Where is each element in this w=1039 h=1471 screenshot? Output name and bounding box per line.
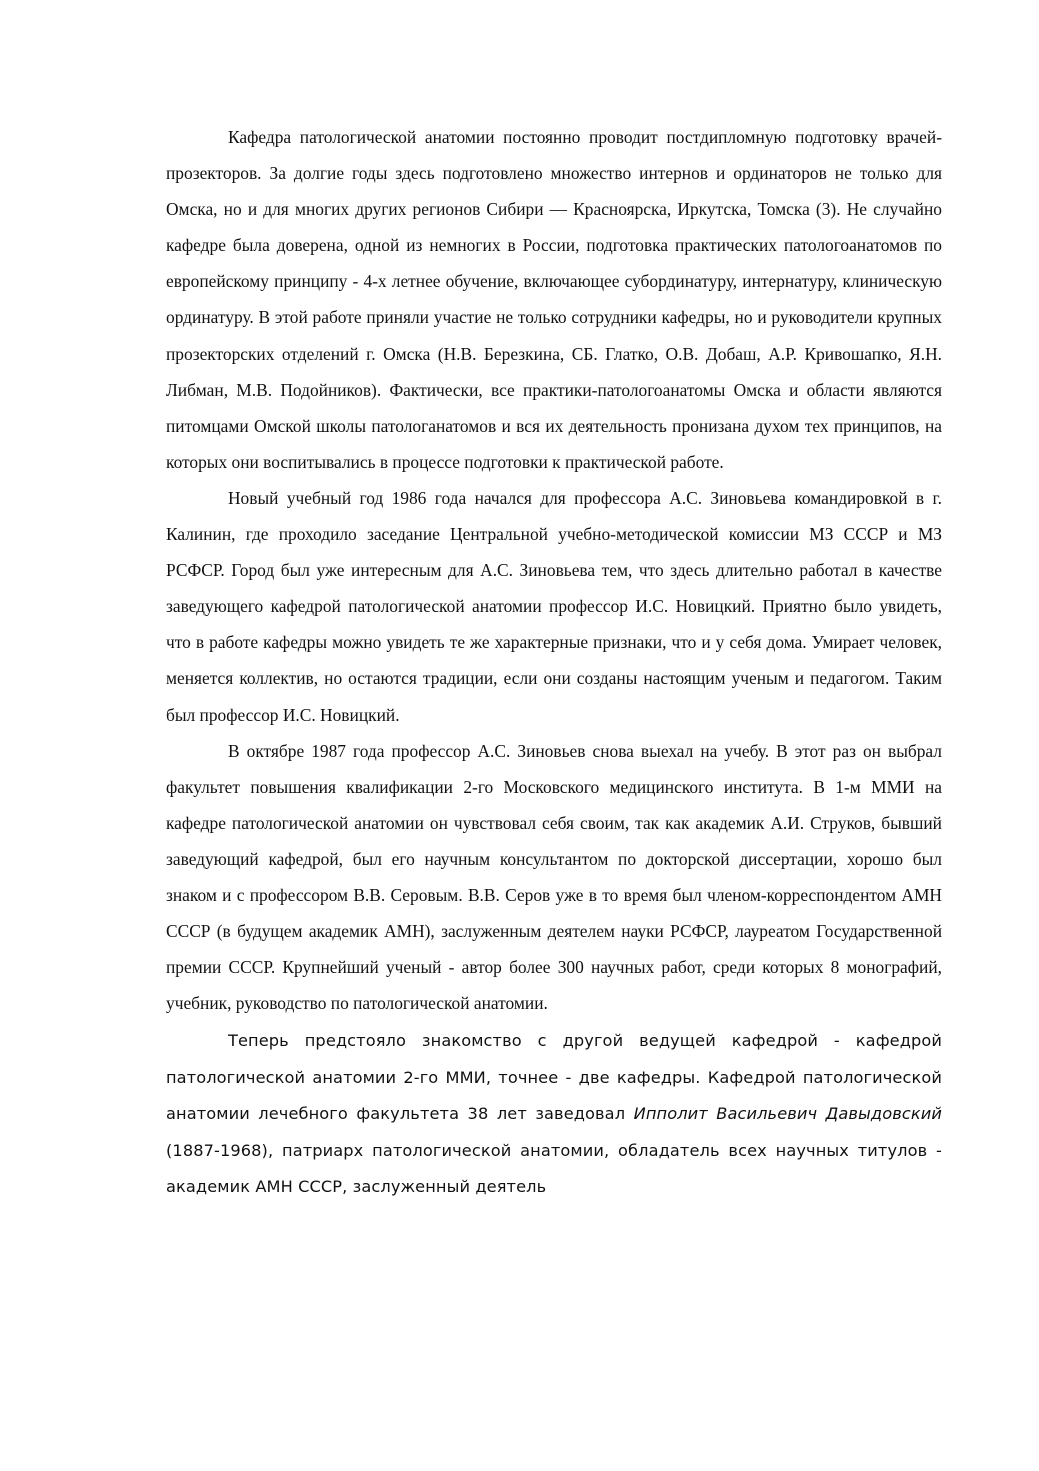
paragraph-text-before: Теперь предстояло знакомство с другой ведущей кафедрой - кафедрой патологической анатомии 2-го ММИ, точнее - две кафедры. Кафедрой патологической анатомии лечебного факультета 38 лет заведовал <box>166 1031 942 1124</box>
document-body <box>166 119 942 1205</box>
paragraph-postgraduate-training: Кафедра патологической анатомии постоянно проводит постдипломную подготовку врачей-прозекторов. За долгие годы здесь подготовлено множество интернов и ординаторов не только для Омска, но и для многих других регионов Сибири — Красноярска, Иркутска, Томска (3). Не случайно кафедре была доверена, одной из немногих в России, подготовка практических патологоанатомов по европейскому принципу - 4-х летнее обучение, включающее субординатуру, интернатуру, клиническую ординатуру. В этой работе приняли участие не только сотрудники кафедры, но и руководители крупных прозекторских отделений г. Омска (Н.В. Березкина, СБ. Глатко, О.В. Добаш, А.Р. Кривошапко, Я.Н. Либман, М.В. Подойников). Фактически, все практики-патологоанатомы Омска и области являются питомцами Омской школы патологанатомов и вся их деятельность пронизана духом тех принципов, на которых они воспитывались в процессе подготовки к практической работе. <box>166 127 942 472</box>
paragraph-second-mmi-departments <box>166 1023 942 1205</box>
paragraph-kalinin-trip: Новый учебный год 1986 года начался для профессора А.С. Зиновьева командировкой в г. Калинин, где проходило заседание Центральной учебно-методической комиссии МЗ СССР и МЗ РСФСР. Город был уже интересным для А.С. Зиновьева тем, что здесь длительно работал в качестве заведующего кафедрой патологической анатомии профессор И.С. Новицкий. Приятно было увидеть, что в работе кафедры можно увидеть те же характерные признаки, что и у себя дома. Умирает человек, меняется коллектив, но остаются традиции, если они созданы настоящим ученым и педагогом. Таким был профессор И.С. Новицкий. <box>166 487 942 725</box>
person-name-davydovsky: Ипполит Васильевич Давыдовский <box>633 1104 942 1124</box>
paragraph-text-after: (1887-1968), патриарх патологической анатомии, обладатель всех научных титулов - академик АМН СССР, заслуженный деятель <box>166 1140 942 1196</box>
paragraph-moscow-study: В октябре 1987 года профессор А.С. Зиновьев снова выехал на учебу. В этот раз он выбрал факультет повышения квалификации 2-го Московского медицинского института. В 1-м ММИ на кафедре патологической анатомии он чувствовал себя своим, так как академик А.И. Струков, бывший заведующий кафедрой, был его научным консультантом по докторской диссертации, хорошо был знаком и с профессором В.В. Серовым. В.В. Серов уже в то время был членом-корреспондентом АМН СССР (в будущем академик АМН), заслуженным деятелем науки РСФСР, лауреатом Государственной премии СССР. Крупнейший ученый - автор более 300 научных работ, среди которых 8 монографий, учебник, руководство по патологической анатомии. <box>166 740 942 1014</box>
